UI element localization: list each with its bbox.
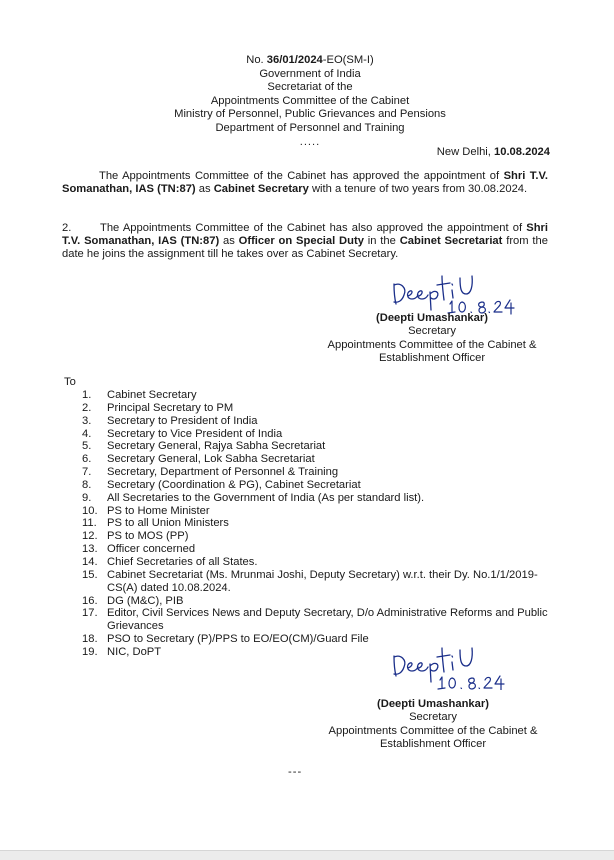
ministry-line: Ministry of Personnel, Public Grievances and Pensions	[174, 108, 446, 121]
list-item-number: 16.	[82, 594, 98, 607]
list-item-number: 11.	[82, 517, 97, 530]
list-item-text: PS to Home Minister	[107, 504, 210, 517]
list-item-text: Secretary General, Rajya Sabha Secretariat	[107, 440, 326, 453]
list-item	[82, 415, 552, 428]
paragraph-2: 2. The Appointments Committee of the Cabinet has also approved the appointment of Shri T.V. Somanathan, IAS (TN:87) as Officer on Special Duty in the Cabinet Secretariat from the date he joins the assignment till he takes over as Cabinet Secretary.	[62, 222, 548, 260]
list-item-number: 1.	[82, 389, 92, 401]
signatory-office-2-2: Establishment Officer	[379, 738, 487, 751]
to-label: To	[64, 376, 76, 388]
signatory-designation: Secretary	[408, 325, 456, 338]
list-item	[82, 607, 552, 633]
secretariat-line: Secretariat of the	[267, 81, 353, 94]
list-item-text: Principal Secretary to PM	[107, 401, 234, 414]
list-item-text: Chief Secretaries of all States.	[107, 555, 258, 568]
signature-block	[312, 312, 552, 366]
list-item-number: 3.	[82, 414, 92, 427]
govt-line: Government of India	[259, 67, 361, 80]
list-item	[82, 505, 552, 518]
list-item	[82, 517, 552, 530]
list-item	[82, 466, 552, 479]
signatory-name-2: (Deepti Umashankar)	[377, 698, 489, 710]
department-line: Department of Personnel and Training	[215, 121, 405, 134]
signature-block-2	[313, 698, 553, 752]
letter-header	[160, 54, 460, 149]
paragraph-1: The Appointments Committee of the Cabinet has approved the appointment of Shri T.V. Somanathan, IAS (TN:87) as Cabinet Secretary with a tenure of two years from 30.08.2024.	[62, 170, 549, 195]
list-item-text: Officer concerned	[107, 543, 196, 556]
list-item-number: 14.	[82, 555, 98, 568]
list-item	[82, 440, 552, 453]
paragraph-number: 2.	[62, 222, 72, 234]
list-item-text: Cabinet Secretariat (Ms. Mrunmai Joshi, Deputy Secretary) w.r.t. their Dy. No.1/1/2019-CS(A) dated 10.08.2024.	[107, 568, 538, 594]
list-item-number: 12.	[82, 530, 98, 543]
handwritten-signature	[388, 270, 528, 316]
list-item	[82, 453, 552, 466]
list-item-text: Secretary (Coordination & PG), Cabinet Secretariat	[107, 478, 361, 491]
letter-date: New Delhi, 10.08.2024	[436, 146, 550, 158]
list-item-text: Secretary to Vice President of India	[107, 427, 283, 440]
list-item-number: 18.	[82, 633, 98, 646]
list-item-text: PSO to Secretary (P)/PPS to EO/EO(CM)/Guard File	[107, 633, 369, 646]
list-item-text: PS to MOS (PP)	[107, 530, 189, 543]
list-item	[82, 479, 552, 492]
list-item	[82, 492, 552, 505]
list-item	[82, 428, 552, 441]
signatory-designation-2: Secretary	[409, 711, 457, 724]
list-item-number: 7.	[82, 466, 92, 479]
signatory-office-2: Establishment Officer	[378, 352, 486, 365]
list-item-text: All Secretaries to the Government of India (As per standard list).	[107, 491, 425, 504]
list-item-text: PS to all Union Ministers	[107, 517, 229, 530]
list-item-number: 2.	[82, 401, 92, 414]
signatory-name: (Deepti Umashankar)	[376, 312, 488, 324]
list-item-text: DG (M&C), PIB	[107, 594, 184, 607]
list-item-number: 19.	[82, 645, 98, 658]
list-item-number: 17.	[82, 607, 98, 620]
list-item-number: 8.	[82, 478, 92, 491]
list-item	[82, 556, 552, 569]
list-item-text: Cabinet Secretary	[107, 389, 197, 401]
signatory-office-1: Appointments Committee of the Cabinet &	[327, 338, 537, 351]
list-item	[82, 569, 552, 595]
list-item-number: 6.	[82, 453, 92, 466]
handwritten-signature-2	[388, 640, 528, 690]
end-mark: ---	[288, 766, 303, 778]
list-item-number: 9.	[82, 491, 92, 504]
committee-line: Appointments Committee of the Cabinet	[210, 94, 410, 107]
list-item	[82, 389, 552, 402]
list-item-number: 10.	[82, 504, 98, 517]
signatory-office-1-2: Appointments Committee of the Cabinet &	[328, 724, 538, 737]
file-number: No. 36/01/2024-EO(SM-I)	[246, 54, 374, 66]
list-item	[82, 543, 552, 556]
list-item	[82, 530, 552, 543]
list-item-text: Secretary to President of India	[107, 414, 258, 427]
list-item	[82, 595, 552, 608]
distribution-list	[82, 389, 552, 659]
list-item	[82, 402, 552, 415]
list-item-number: 5.	[82, 440, 92, 453]
list-item-text: Secretary General, Lok Sabha Secretariat	[107, 453, 315, 466]
list-item-text: Secretary, Department of Personnel & Training	[107, 466, 339, 479]
header-dots: .....	[299, 135, 321, 148]
list-item-text: Editor, Civil Services News and Deputy Secretary, D/o Administrative Reforms and Public Grievances	[107, 607, 548, 633]
list-item-number: 15.	[82, 568, 98, 581]
list-item-number: 4.	[82, 427, 92, 440]
list-item-number: 13.	[82, 543, 98, 556]
list-item-text: NIC, DoPT	[107, 645, 162, 658]
